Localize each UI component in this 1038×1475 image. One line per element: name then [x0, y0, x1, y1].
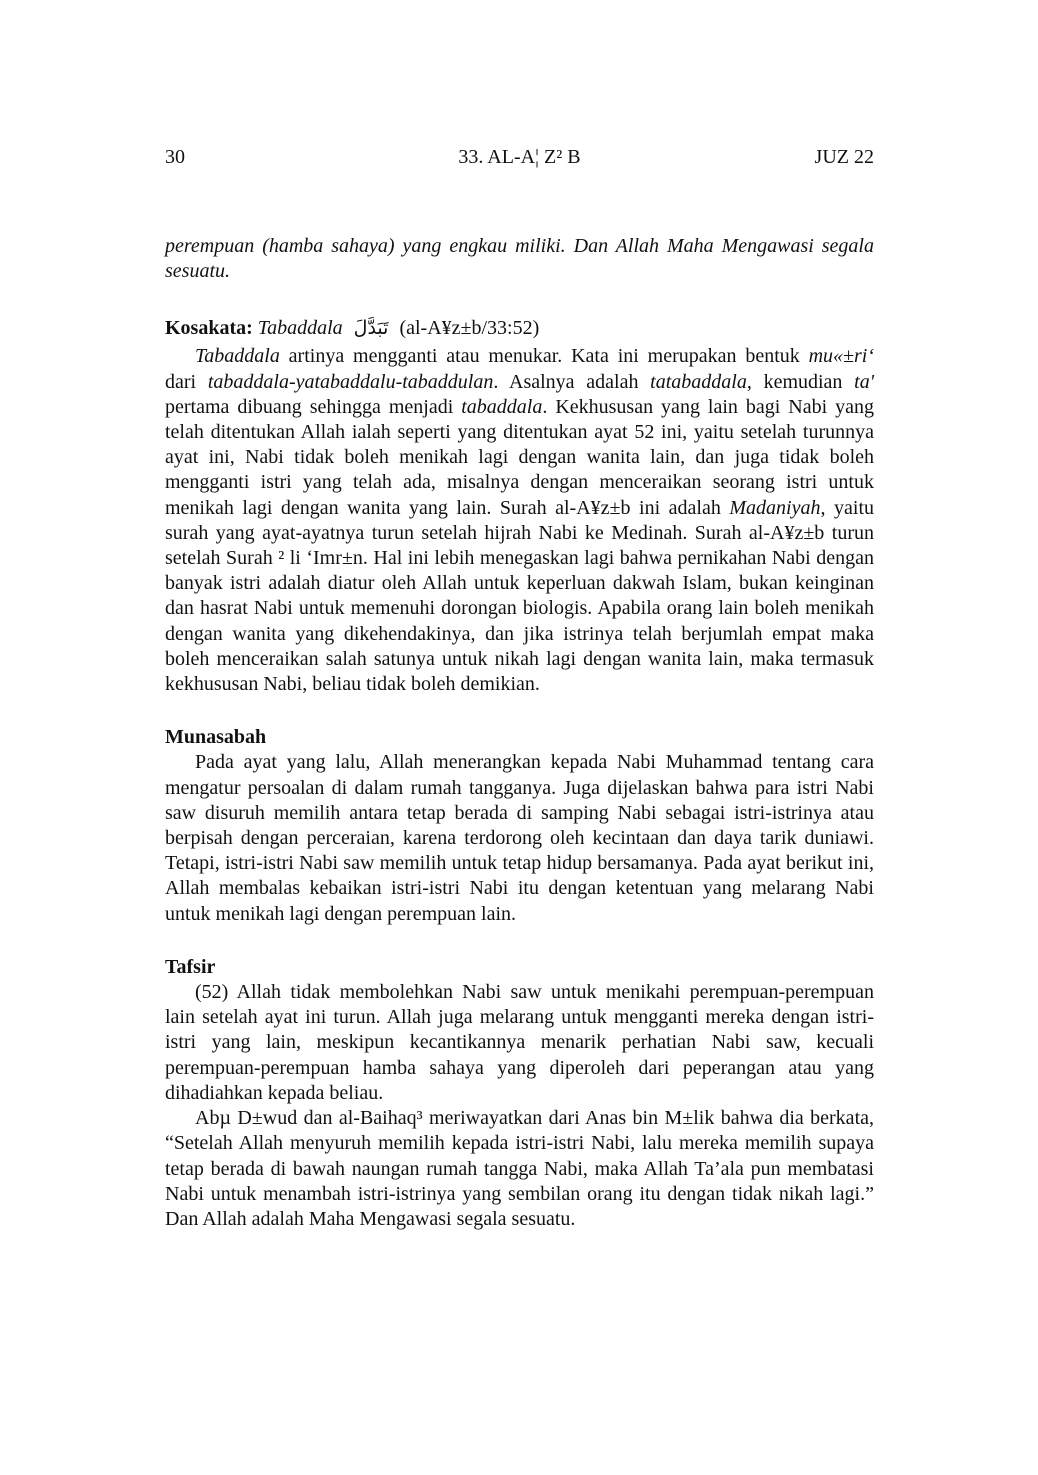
spacer — [165, 284, 874, 314]
kosakata-label: Kosakata: — [165, 317, 253, 340]
tafsir-paragraph-1: (52) Allah tidak membolehkan Nabi saw untuk menikahi perempuan-perempuan lain setelah ayat ini turun. Allah juga melarang untuk mengganti mereka dengan istri-istri yang lain, meskipun kecantikannya menarik perhatian Nabi saw, kecuali perempuan-perempuan hamba sahaya yang diperoleh dari peperangan atau yang dihadiahkan kepada beliau. — [165, 981, 874, 1104]
munasabah-paragraph: Pada ayat yang lalu, Allah menerangkan kepada Nabi Muhammad tentang cara mengatur persoalan di dalam rumah tangganya. Juga dijelaskan bahwa para istri Nabi saw disuruh memilih antara tetap berada di samping Nabi sebagai istri-istrinya atau berpisah dengan perceraian, karena terdorong oleh kecintaan dan daya tarik duniawi. Tetapi, istri-istri Nabi saw memilih untuk tetap hidup bersamanya. Pada ayat berikut ini, Allah membalas kebaikan istri-istri Nabi itu dengan ketentuan yang melarang Nabi untuk menikah lagi dengan perempuan lain. — [165, 751, 874, 925]
juz-label: JUZ 22 — [814, 146, 874, 168]
kosakata-term: Tabaddala — [257, 317, 343, 340]
kosakata-reference: (al-A¥z±b/33:52) — [399, 317, 540, 340]
term-text: tabaddala-yatabaddalu-tabaddulan — [207, 370, 494, 393]
kosakata-paragraph — [165, 344, 874, 697]
body-text: . Kekhususan yang lain bagi Nabi yang telah ditentukan Allah ialah seperti yang ditentukan ayat 52 ini, yaitu setelah turunnya ayat ini, Nabi tidak boleh menikah lagi dengan wanita lain, dan juga tidak boleh mengganti istri yang telah ada, misalnya dengan menceraikan seorang istri untuk menikah lagi dengan wanita yang lain. Surah al-A¥z±b ini adalah — [165, 395, 874, 519]
term-text: Madaniyah — [729, 496, 821, 519]
page-header — [165, 146, 874, 172]
spacer — [165, 697, 874, 725]
body-text: . Asalnya adalah — [493, 370, 651, 393]
term-text: Tabaddala — [195, 345, 280, 368]
tafsir-heading: Tafsir — [165, 955, 216, 978]
munasabah-heading: Munasabah — [165, 726, 267, 749]
tafsir-paragraph-2: Abµ D±wud dan al-Baihaq³ meriwayatkan dari Anas bin M±lik bahwa dia berkata, “Setelah Allah menyuruh memilih kepada istri-istri Nabi, lalu mereka memilih supaya tetap berada di bawah naungan rumah tangga Nabi, maka Allah Ta’ala pun membatasi Nabi untuk menambah istri-istrinya yang sembilan orang itu dengan tidak nikah lagi.” Dan Allah adalah Maha Mengawasi segala sesuatu. — [165, 1107, 874, 1230]
body-text: , yaitu surah yang ayat-ayatnya turun setelah hijrah Nabi ke Medinah. Surah al-A¥z±b turun setelah Surah ² li ‘Imr±n. Hal ini lebih menegaskan lagi bahwa pernikahan Nabi dengan banyak istri adalah diatur oleh Allah untuk keperluan dakwah Islam, bukan keinginan dan hasrat Nabi untuk memenuhi dorongan biologis. Apabila orang lain boleh menikah dengan wanita yang dikehendakinya, dan jika istrinya telah berjumlah empat maka boleh menceraikan salah satunya untuk nikah lagi dengan wanita lain, maka termasuk kekhususan Nabi, beliau tidak boleh demikian. — [165, 496, 874, 696]
term-text: tabaddala — [461, 395, 543, 418]
kosakata-heading-line — [165, 314, 874, 342]
page-body — [165, 234, 874, 1232]
intro-paragraph: perempuan (hamba sahaya) yang engkau miliki. Dan Allah Maha Mengawasi segala sesuatu. — [165, 235, 874, 283]
body-text: pertama dibuang sehingga menjadi — [165, 395, 462, 418]
body-text: dari — [165, 370, 208, 393]
term-text: mu«±ri‘ — [808, 345, 874, 368]
spacer — [165, 927, 874, 955]
kosakata-arabic: تَبَدَّلَ — [353, 317, 389, 340]
surah-title: 33. AL-A¦ Z² B — [458, 146, 581, 168]
body-text: artinya mengganti atau menukar. Kata ini merupakan bentuk — [279, 345, 809, 368]
page-number: 30 — [165, 146, 185, 168]
term-text: tatabaddala — [650, 370, 747, 393]
body-text: , kemudian — [746, 370, 855, 393]
term-text: ta' — [854, 370, 875, 393]
